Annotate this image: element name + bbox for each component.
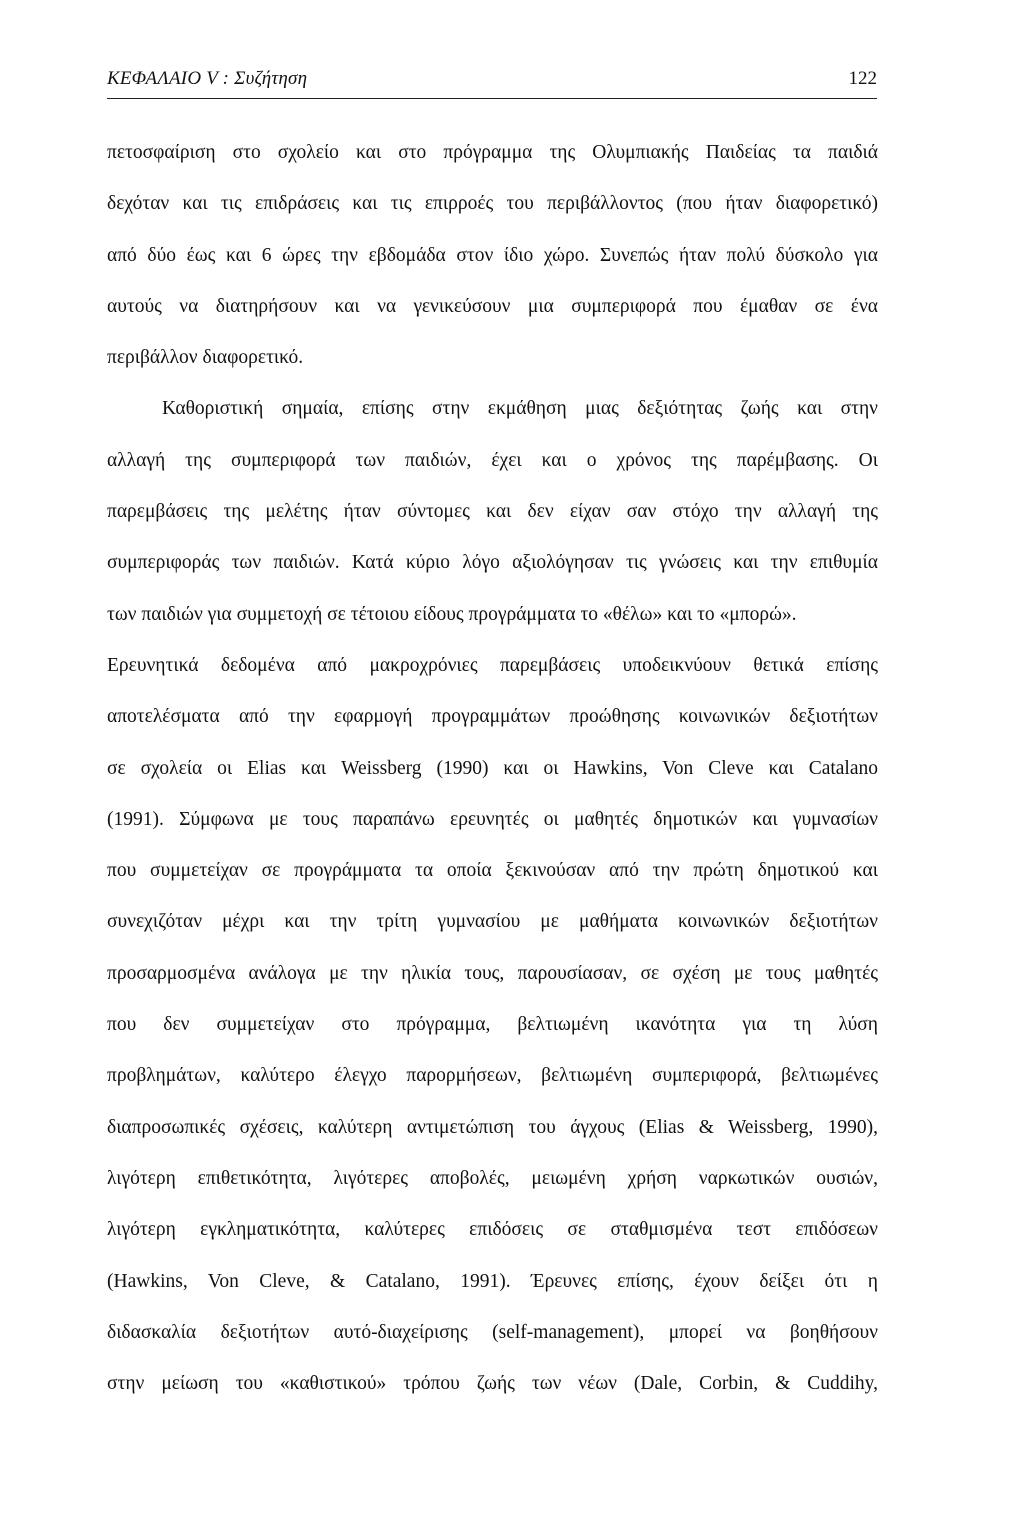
chapter-title: ΚΕΦΑΛΑΙΟ V : Συζήτηση [107,68,308,89]
text-line: λιγότερη επιθετικότητα, λιγότερες αποβολές, μειωμένη χρήση ναρκωτικών ουσιών, [107,1167,878,1189]
page-number: 122 [848,68,877,89]
text-line: προβλημάτων, καλύτερο έλεγχο παρορμήσεων, βελτιωμένη συμπεριφορά, βελτιωμένες [107,1065,878,1087]
text-line: που συμμετείχαν σε προγράμματα τα οποία ξεκινούσαν από την πρώτη δημοτικού και [107,860,878,882]
body-text [107,127,878,1409]
text-line: αλλαγή της συμπεριφορά των παιδιών, έχει και ο χρόνος της παρέμβασης. Οι [107,449,878,471]
page-header [107,68,877,100]
text-line: διαπροσωπικές σχέσεις, καλύτερη αντιμετώπιση του άγχους (Elias & Weissberg, 1990), [107,1116,878,1138]
text-line: αποτελέσματα από την εφαρμογή προγραμμάτων προώθησης κοινωνικών δεξιοτήτων [107,706,878,728]
text-line: περιβάλλον διαφορετικό. [107,347,304,369]
text-line: δεχόταν και τις επιδράσεις και τις επιρροές του περιβάλλοντος (που ήταν διαφορετικό) [107,193,878,215]
text-line: πετοσφαίριση στο σχολείο και στο πρόγραμμα της Ολυμπιακής Παιδείας τα παιδιά [107,142,878,163]
text-line: (1991). Σύμφωνα με τους παραπάνω ερευνητές οι μαθητές δημοτικών και γυμνασίων [107,808,878,830]
text-line: συνεχιζόταν μέχρι και την τρίτη γυμνασίου με μαθήματα κοινωνικών δεξιοτήτων [107,911,878,933]
text-line: αυτούς να διατηρήσουν και να γενικεύσουν μια συμπεριφορά που έμαθαν σε ένα [107,295,878,317]
text-line: σε σχολεία οι Elias και Weissberg (1990) και οι Hawkins, Von Cleve και Catalano [107,757,878,779]
text-line: (Hawkins, Von Cleve, & Catalano, 1991). Έρευνες επίσης, έχουν δείξει ότι η [107,1270,878,1292]
text-line: από δύο έως και 6 ώρες την εβδομάδα στον ίδιο χώρο. Συνεπώς ήταν πολύ δύσκολο για [107,244,878,266]
header-divider [107,98,877,99]
paragraph-start-line: Ερευνητικά δεδομένα από μακροχρόνιες παρεμβάσεις υποδεικνύουν θετικά επίσης [107,654,878,676]
text-line: παρεμβάσεις της μελέτης ήταν σύντομες και δεν είχαν σαν στόχο την αλλαγή της [107,501,878,523]
text-line: διδασκαλία δεξιοτήτων αυτό-διαχείρισης (self-management), μπορεί να βοηθήσουν [107,1321,878,1343]
text-line: στην μείωση του «καθιστικού» τρόπου ζωής των νέων (Dale, Corbin, & Cuddihy, [107,1373,878,1395]
text-line: λιγότερη εγκληματικότητα, καλύτερες επιδόσεις σε σταθμισμένα τεστ επιδόσεων [107,1219,878,1241]
text-line: συμπεριφοράς των παιδιών. Κατά κύριο λόγο αξιολόγησαν τις γνώσεις και την επιθυμία [107,552,878,574]
paragraph-start-line: Καθοριστική σημαία, επίσης στην εκμάθηση μιας δεξιότητας ζωής και στην [162,398,878,420]
text-line: προσαρμοσμένα ανάλογα με την ηλικία τους, παρουσίασαν, σε σχέση με τους μαθητές [107,962,878,984]
text-line: των παιδιών για συμμετοχή σε τέτοιου είδους προγράμματα το «θέλω» και το «μπορώ». [107,603,797,625]
text-line: που δεν συμμετείχαν στο πρόγραμμα, βελτιωμένη ικανότητα για τη λύση [107,1014,878,1036]
